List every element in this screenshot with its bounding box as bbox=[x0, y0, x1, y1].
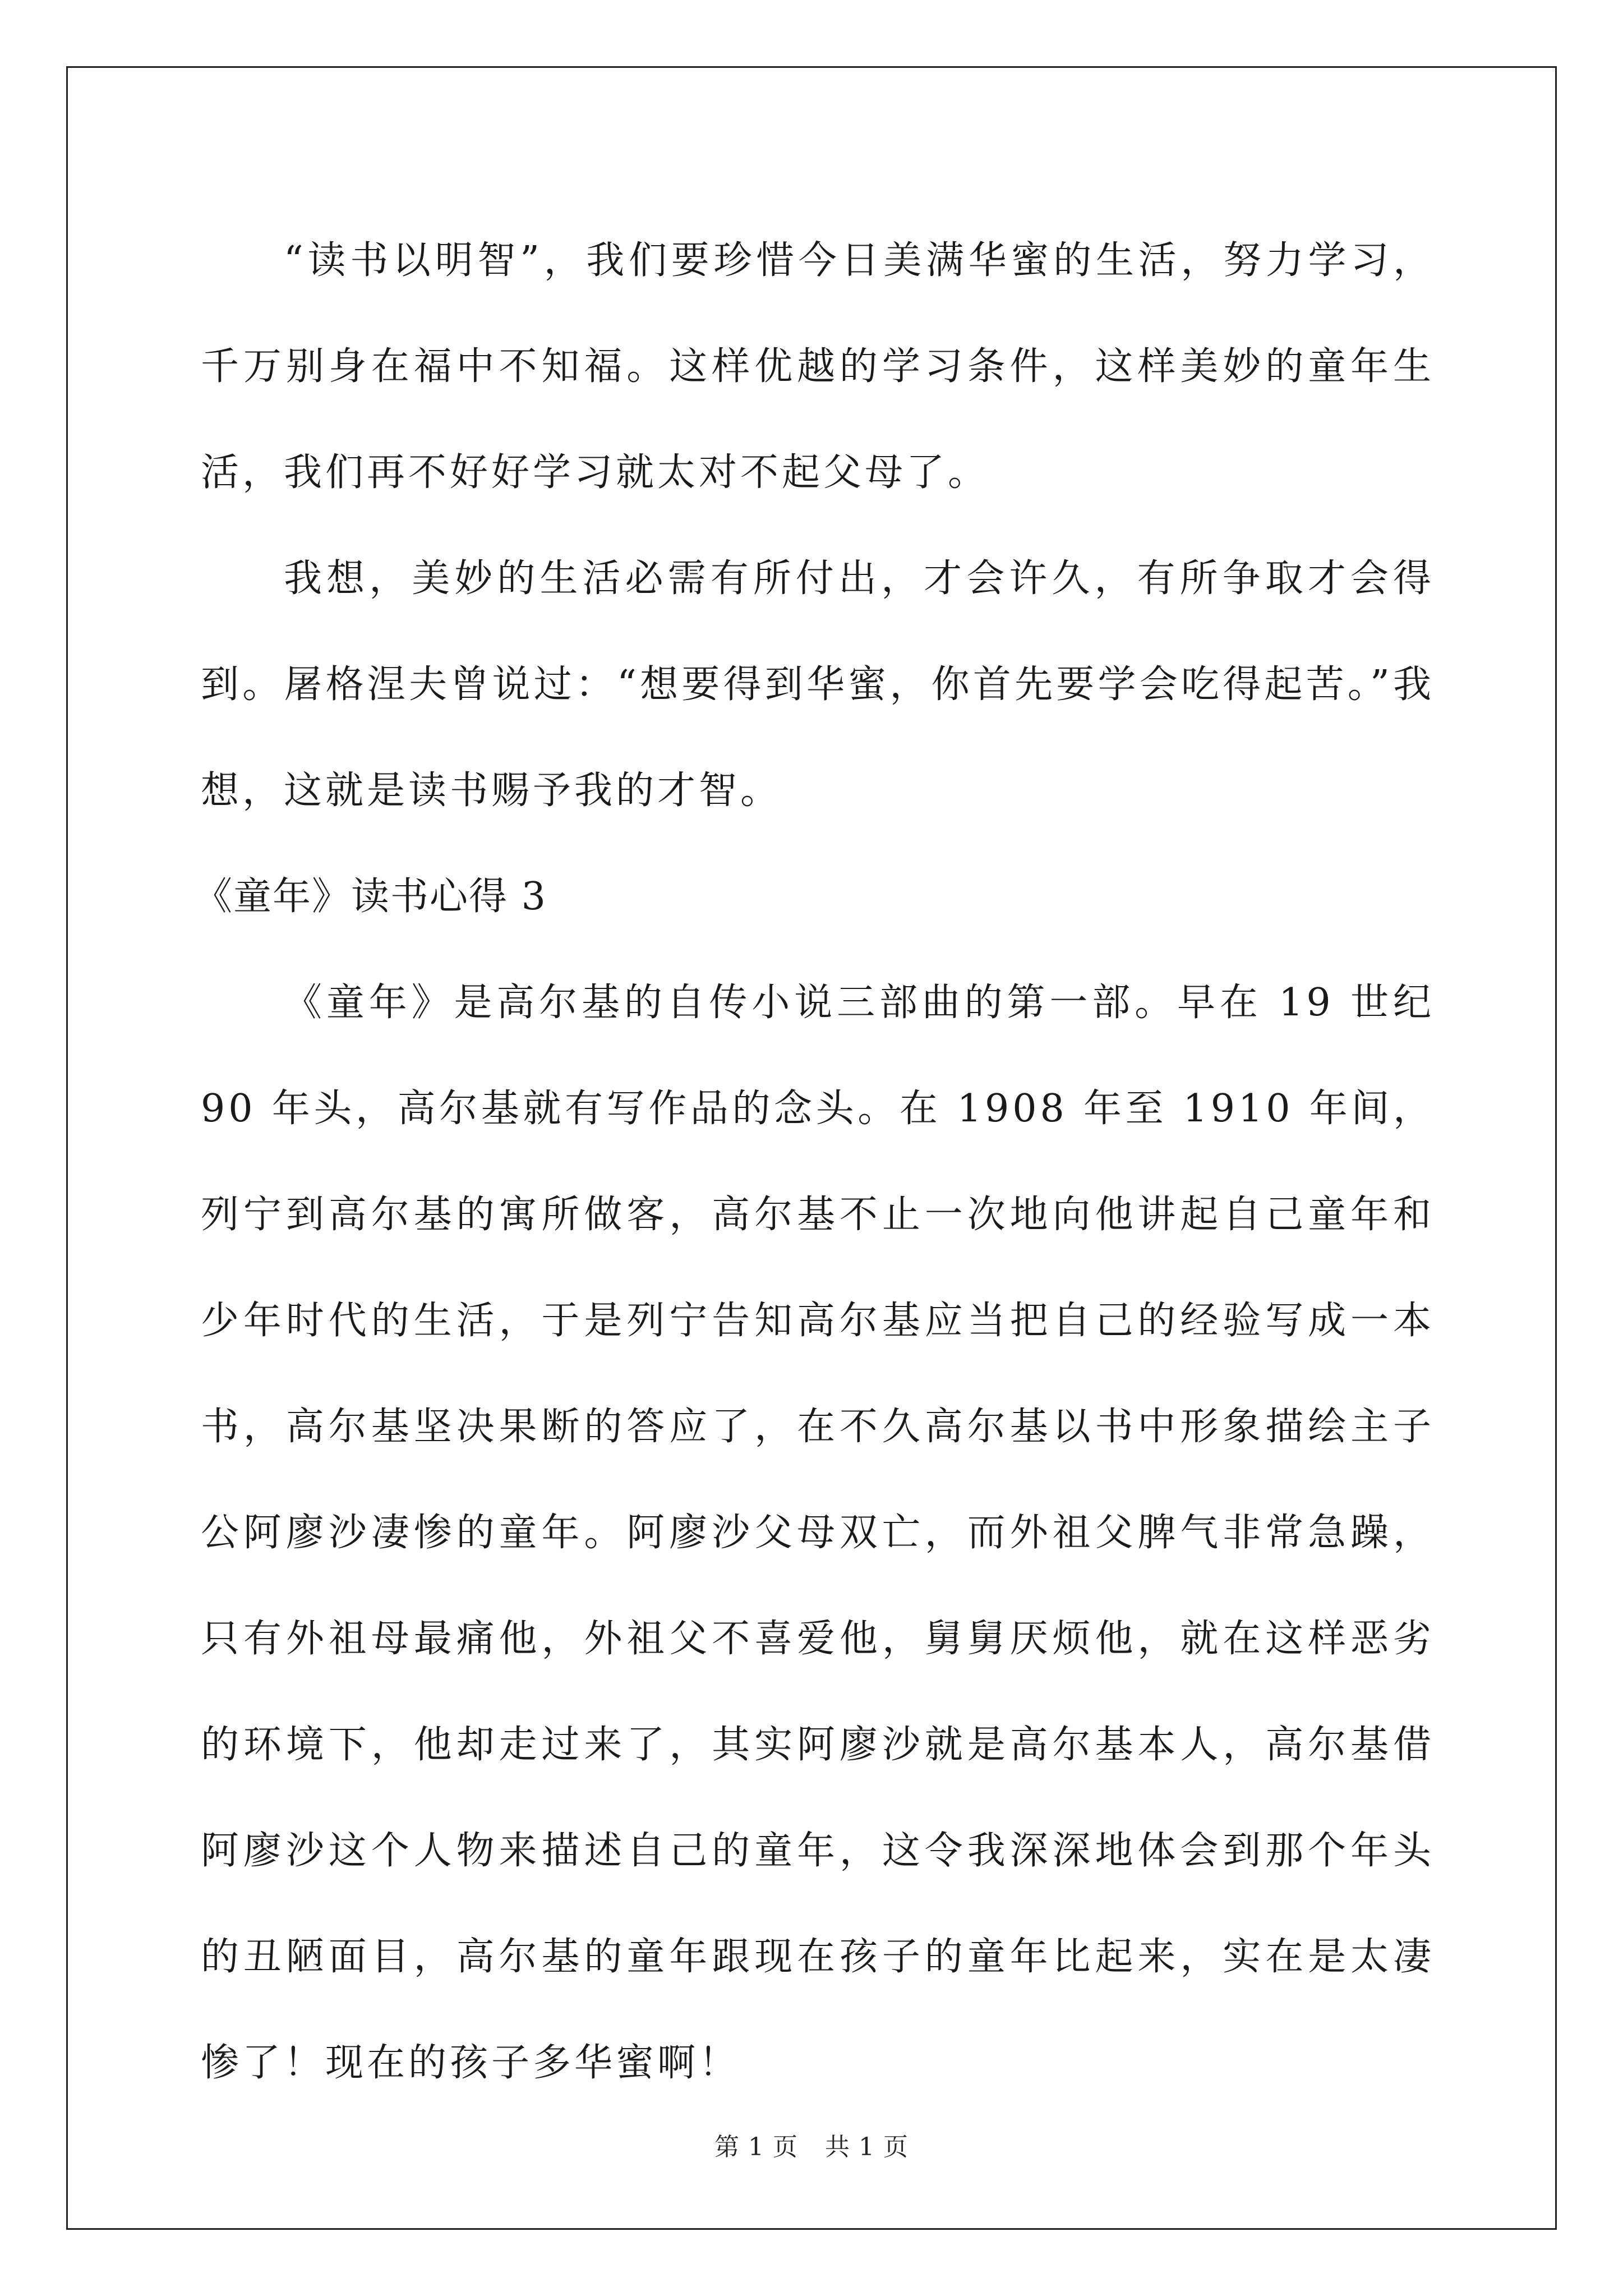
page-number-current: 第 1 页 bbox=[714, 2133, 798, 2161]
section-heading: 《童年》读书心得 3 bbox=[194, 875, 547, 919]
page-number-total: 共 1 页 bbox=[825, 2133, 909, 2161]
page-footer bbox=[0, 2131, 1623, 2164]
paragraph: 我想，美妙的生活必需有所付出，才会许久，有所争取才会得到。屠格涅夫曾说过：“想要得到华蜜，你首先要学会吃得起苦。”我想，这就是读书赐予我的才智。 bbox=[201, 556, 1435, 813]
document-body bbox=[194, 208, 1435, 2116]
paragraph: 《童年》是高尔基的自传小说三部曲的第一部。早在 19 世纪 90 年头，高尔基就有写作品的念头。在 1908 年至 1910 年间，列宁到高尔基的寓所做客，高尔基不止一次地向他讲起自己童年和少年时代的生活，于是列宁告知高尔基应当把自己的经验写成一本书，高尔基坚决果断的答应了，在不久高尔基以书中形象描绘主子公阿廖沙凄惨的童年。阿廖沙父母双亡，而外祖父脾气非常急躁，只有外祖母最痛他，外祖父不喜爱他，舅舅厌烦他，就在这样恶劣的环境下，他却走过来了，其实阿廖沙就是高尔基本人，高尔基借阿廖沙这个人物来描述自己的童年，这令我深深地体会到那个年头的丑陋面目，高尔基的童年跟现在孩子的童年比起来，实在是太凄惨了！现在的孩子多华蜜啊！ bbox=[201, 981, 1435, 2085]
paragraph: “读书以明智”，我们要珍惜今日美满华蜜的生活，努力学习，千万别身在福中不知福。这样优越的学习条件，这样美妙的童年生活，我们再不好好学习就太对不起父母了。 bbox=[201, 238, 1435, 495]
